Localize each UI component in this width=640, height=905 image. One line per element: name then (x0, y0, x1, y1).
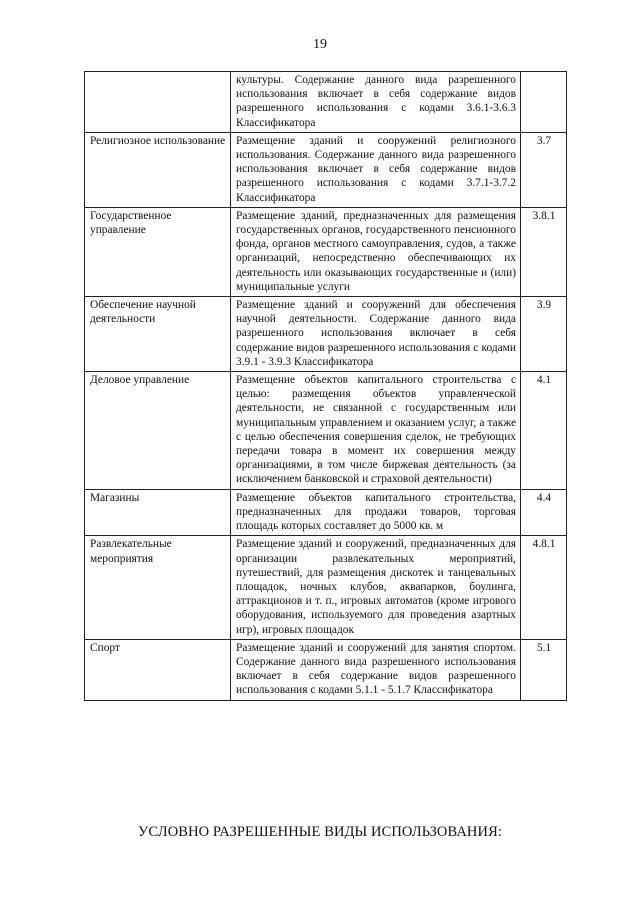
section-heading: УСЛОВНО РАЗРЕШЕННЫЕ ВИДЫ ИСПОЛЬЗОВАНИЯ: (138, 824, 502, 840)
use-name: Деловое управление (85, 372, 231, 490)
use-code (521, 72, 567, 133)
use-description: Размещение объектов капитального строительства с целью: размещения объектов управленческой деятельности, не связанной с государственным или муниципальным управлением и оказанием услуг, а также с целью обеспечения совершения сделок, не требующих передачи товара в момент их совершения между организациями, в том числе биржевая деятельность (за исключением банковской и страховой деятельности) (231, 372, 521, 490)
use-name (85, 72, 231, 133)
use-name: Государственное управление (85, 207, 231, 296)
table-row (85, 72, 567, 133)
use-description: Размещение зданий, предназначенных для размещения государственных органов, государственного пенсионного фонда, органов местного самоуправления, судов, а также организаций, непосредственно обеспечивающих их деятельность или оказывающих государственные и (или) муниципальные услуги (231, 207, 521, 296)
use-name: Спорт (85, 639, 231, 700)
use-description: Размещение объектов капитального строительства, предназначенных для продажи товаров, торговая площадь которых составляет до 5000 кв. м (231, 489, 521, 536)
table-row (85, 132, 567, 207)
page-number: 19 (313, 37, 327, 52)
use-description: Размещение зданий и сооружений религиозного использования. Содержание данного вида разрешенного использования включает в себя содержание видов разрешенного использования с кодами 3.7.1-3.7.2 Классификатора (231, 132, 521, 207)
table-row (85, 207, 567, 296)
use-description: Размещение зданий и сооружений для обеспечения научной деятельности. Содержание данного вида разрешенного использования включает в себя содержание видов разрешенного использования с кодами 3.9.1 - 3.9.3 Классификатора (231, 297, 521, 372)
use-name: Обеспечение научной деятельности (85, 297, 231, 372)
use-code: 3.7 (521, 132, 567, 207)
table-row (85, 536, 567, 639)
use-code: 4.1 (521, 372, 567, 490)
table-row (85, 297, 567, 372)
use-description: Размещение зданий и сооружений для занятия спортом. Содержание данного вида разрешенного использования включает в себя содержание видов разрешенного использования с кодами 5.1.1 - 5.1.7 Классификатора (231, 639, 521, 700)
use-name: Религиозное использование (85, 132, 231, 207)
use-code: 3.8.1 (521, 207, 567, 296)
permitted-use-table (84, 71, 567, 701)
use-name: Магазины (85, 489, 231, 536)
table-row (85, 639, 567, 700)
use-name: Развлекательные мероприятия (85, 536, 231, 639)
use-code: 3.9 (521, 297, 567, 372)
table-row (85, 372, 567, 490)
use-description: культуры. Содержание данного вида разрешенного использования включает в себя содержание видов разрешенного использования с кодами 3.6.1-3.6.3 Классификатора (231, 72, 521, 133)
use-code: 4.8.1 (521, 536, 567, 639)
use-code: 5.1 (521, 639, 567, 700)
use-code: 4.4 (521, 489, 567, 536)
use-description: Размещение зданий и сооружений, предназначенных для организации развлекательных мероприятий, путешествий, для размещения дискотек и танцевальных площадок, ночных клубов, аквапарков, боулинга, аттракционов и т. п., игровых автоматов (кроме игрового оборудования, используемого для проведения азартных игр), игровых площадок (231, 536, 521, 639)
table-row (85, 489, 567, 536)
